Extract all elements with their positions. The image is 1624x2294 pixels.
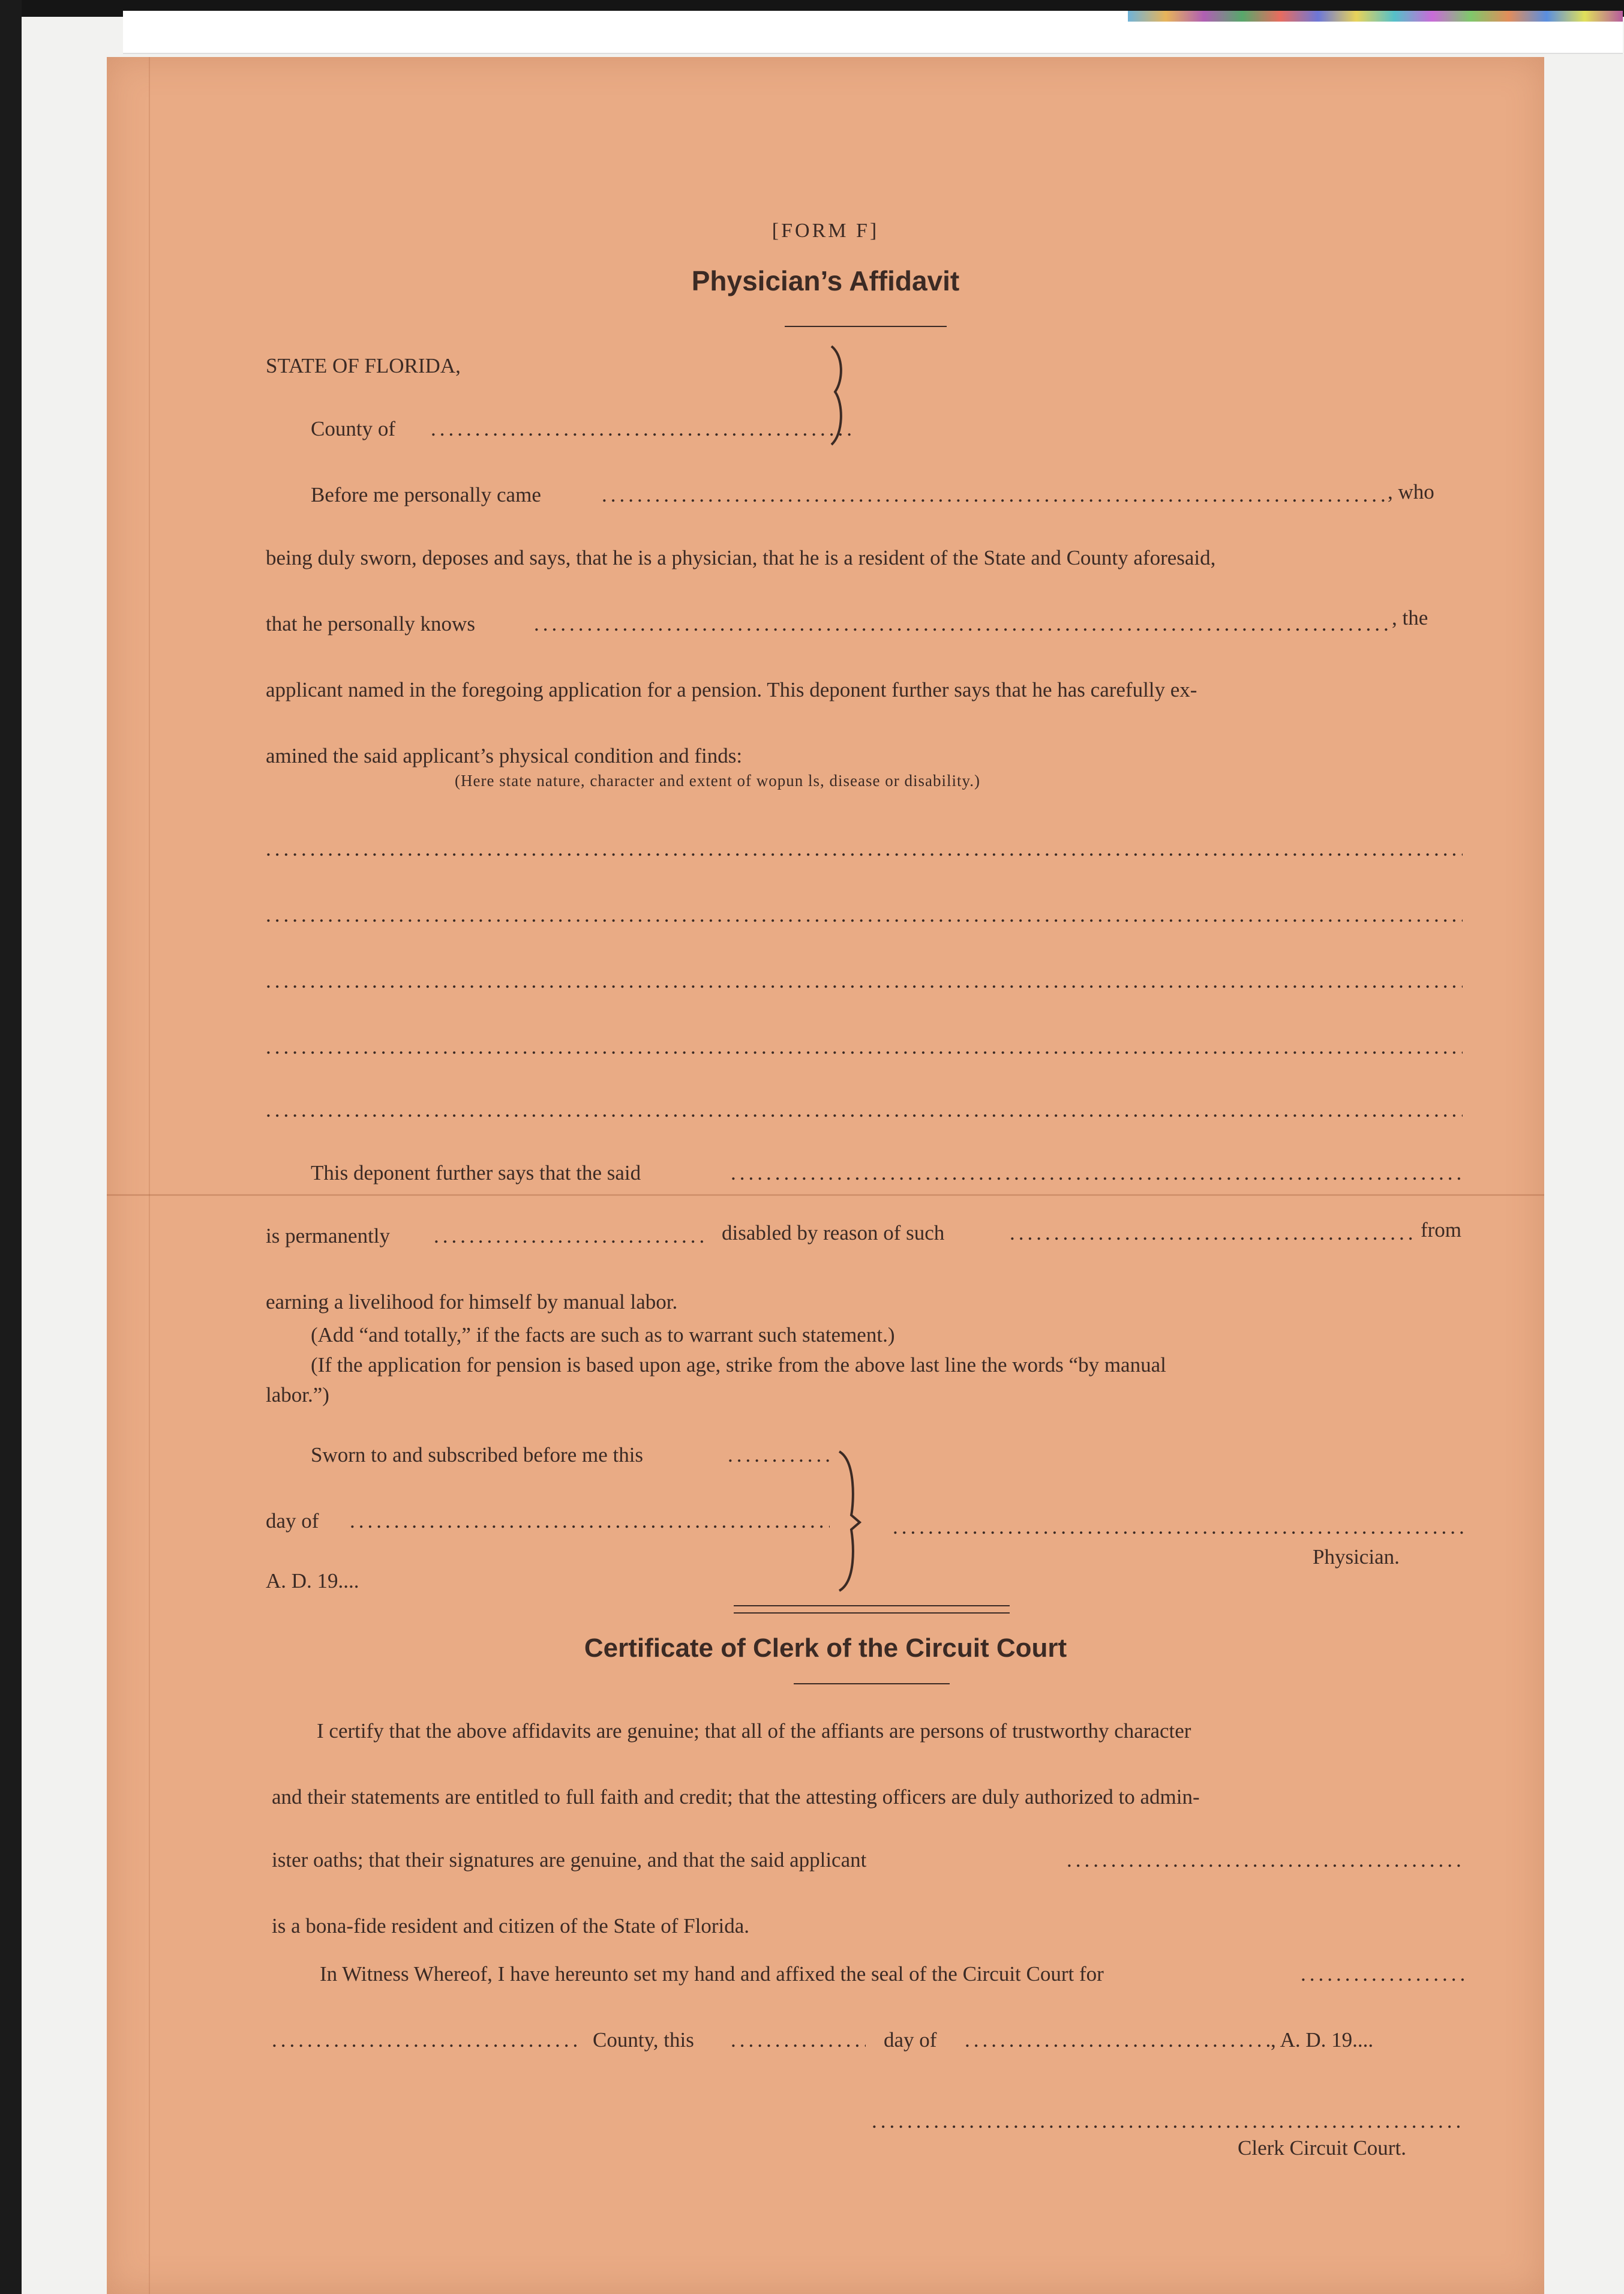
jurat-brace (836, 1449, 866, 1593)
findings-blank-3 (266, 969, 1463, 993)
certificate-rule-bottom (734, 1612, 1010, 1614)
certificate-day-blank (731, 2028, 866, 2052)
certificate-title: Certificate of Clerk of the Circuit Court (584, 1633, 1067, 1663)
line-who: , who (1388, 480, 1434, 503)
jurat-day-of: day of (266, 1509, 319, 1533)
certificate-rule-top (734, 1605, 1010, 1606)
certificate-line-2: and their statements are entitled to full faith and credit; that the attesting officers are duly authorized to admin- (272, 1785, 1200, 1809)
applicant-name-blank (534, 612, 1392, 636)
certificate-line-4: is a bona-fide resident and citizen of the State of Florida. (272, 1914, 749, 1938)
jurat-ad: A. D. 19.... (266, 1569, 359, 1593)
certificate-ad: , A. D. 19.... (1271, 2028, 1374, 2052)
clerk-signature-line (872, 2109, 1466, 2133)
line-the: , the (1392, 606, 1428, 629)
certificate-court-blank (1301, 1962, 1466, 1986)
degree-blank (434, 1224, 707, 1248)
clerk-label: Clerk Circuit Court. (1238, 2136, 1406, 2160)
venue-brace (827, 344, 851, 447)
form-sheet (107, 57, 1544, 2294)
scan-left-border (0, 0, 22, 2294)
physician-label: Physician. (1313, 1545, 1400, 1569)
line-permanently: is permanently (266, 1224, 391, 1248)
line-before-me: Before me personally came (311, 483, 541, 506)
applicant-blank-2 (731, 1161, 1463, 1185)
affiant-name-blank (602, 483, 1388, 507)
findings-blank-5 (266, 1098, 1463, 1122)
cause-blank (1010, 1221, 1418, 1245)
physician-signature-line (893, 1515, 1466, 1539)
venue-county-label: County of (311, 417, 395, 440)
form-label: [FORM F] (772, 220, 879, 242)
jurat-sworn: Sworn to and subscribed before me this (311, 1443, 644, 1467)
line-duly-sworn: being duly sworn, deposes and says, that he is a physician, that he is a resident of the State and County aforesaid, (266, 546, 1216, 569)
line-livelihood: earning a livelihood for himself by manual labor. (266, 1290, 678, 1314)
certificate-county-this: County, this (593, 2028, 694, 2052)
scan-color-calibration-strip (1128, 11, 1623, 22)
venue-state: STATE OF FLORIDA, (266, 354, 461, 377)
line-examined: amined the said applicant’s physical condition and finds: (266, 744, 743, 767)
line-disabled-by: disabled by reason of such (722, 1221, 945, 1245)
certificate-month-blank (965, 2028, 1271, 2052)
certificate-day-of: day of (884, 2028, 937, 2052)
county-blank (431, 417, 851, 441)
line-from: from (1421, 1218, 1462, 1242)
findings-blank-2 (266, 903, 1463, 927)
jurat-month-blank (350, 1509, 830, 1533)
line-further-says: This deponent further says that the said (311, 1161, 641, 1185)
jurat-day-blank (728, 1443, 830, 1467)
findings-blank-1 (266, 837, 1463, 861)
certificate-line-3: ister oaths; that their signatures are genuine, and that the said applicant (272, 1848, 867, 1872)
note-add-totally: (Add “and totally,” if the facts are such as to warrant such statement.) (311, 1323, 895, 1347)
findings-blank-4 (266, 1035, 1463, 1059)
findings-instruction: (Here state nature, character and extent of wopun ls, disease or disability.) (455, 772, 980, 790)
line-personally-knows: that he personally knows (266, 612, 475, 635)
note-strike-words-cont: labor.”) (266, 1383, 329, 1407)
note-strike-words: (If the application for pension is based upon age, strike from the above last line the words “by manual (311, 1353, 1166, 1377)
form-title: Physician’s Affidavit (691, 265, 960, 296)
certificate-line-1: I certify that the above affidavits are genuine; that all of the affiants are persons of trustworthy character (317, 1719, 1191, 1743)
certificate-applicant-blank (1067, 1848, 1466, 1872)
certificate-title-underline (794, 1683, 950, 1684)
line-applicant-named: applicant named in the foregoing application for a pension. This deponent further says that he has carefully ex- (266, 678, 1197, 701)
title-underline (785, 326, 947, 327)
certificate-county-blank (272, 2028, 578, 2052)
certificate-witness: In Witness Whereof, I have hereunto set my hand and affixed the seal of the Circuit Court for (320, 1962, 1104, 1986)
fold-crease-vertical (149, 57, 150, 2294)
fold-crease (107, 1194, 1544, 1196)
